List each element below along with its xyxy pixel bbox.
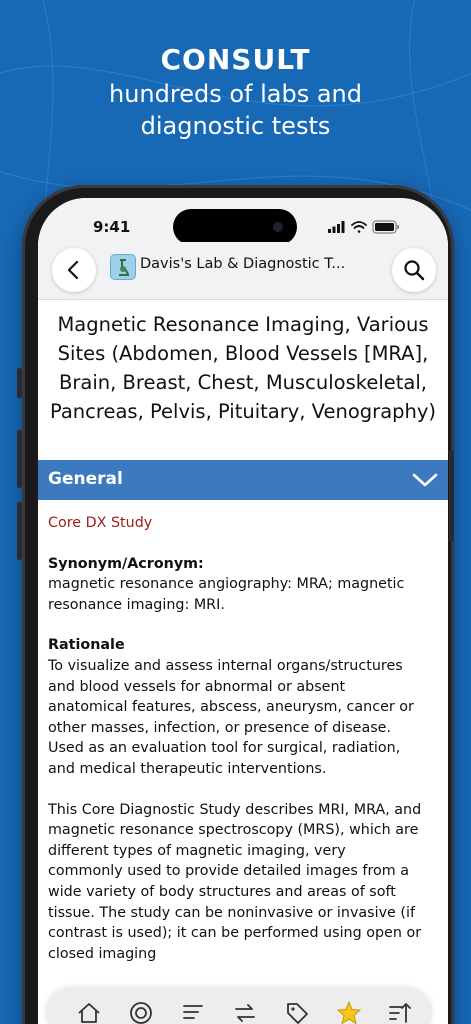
phone-volume-up: [17, 430, 22, 488]
search-button[interactable]: [392, 248, 436, 292]
back-button[interactable]: [52, 248, 96, 292]
promo-title: CONSULT: [160, 43, 311, 76]
phone-side-button: [17, 368, 22, 398]
core-study-paragraph: This Core Diagnostic Study describes MRI, MRA, and magnetic resonance spectroscopy (MRS), which are different types of magnetic imaging, very commonly used to provide detailed images from a wide variety of body structures and areas of soft tissue. The study can be noninvasive or invasive (if contrast is used); it can be performed using open or closed imaging: [48, 801, 422, 962]
document-body: [48, 513, 423, 984]
chevron-left-icon: [63, 259, 85, 281]
promo-subtitle-line-2: diagnostic tests: [140, 112, 331, 140]
core-dx-link[interactable]: Core DX Study: [48, 515, 153, 531]
bottom-toolbar: [46, 988, 432, 1024]
status-icons: [328, 220, 400, 234]
synonym-heading: Synonym/Acronym:: [48, 555, 204, 572]
section-label: General: [48, 469, 123, 489]
promo-subtitle-line-1: hundreds of labs and: [109, 80, 362, 108]
list-icon[interactable]: [180, 1000, 206, 1024]
tag-icon[interactable]: [284, 1000, 310, 1024]
dynamic-island: [173, 209, 297, 245]
app-navbar: [38, 242, 448, 300]
target-icon[interactable]: [128, 1000, 154, 1024]
search-icon: [403, 259, 425, 281]
swap-icon[interactable]: [232, 1000, 258, 1024]
home-icon[interactable]: [76, 1000, 102, 1024]
rationale-heading: Rationale: [48, 637, 125, 654]
app-logo-icon: [110, 254, 136, 280]
battery-icon: [373, 221, 399, 233]
chevron-down-icon: [412, 473, 438, 487]
phone-volume-down: [17, 502, 22, 560]
section-header-general[interactable]: [38, 460, 448, 500]
synonym-text: magnetic resonance angiography: MRA; magnetic resonance imaging: MRI.: [48, 576, 405, 613]
status-time: 9:41: [93, 218, 131, 236]
document-title: Magnetic Resonance Imaging, Various Sites (Abdomen, Blood Vessels [MRA], Brain, Breast, Chest, Musculoskeletal, Pancreas, Pelvis, Pituitary, Venography): [49, 313, 437, 423]
promo-headline: [0, 42, 471, 142]
rationale-text: To visualize and assess internal organs/structures and blood vessels for abnormal or absent anatomical features, abscess, aneurysm, cancer or other masses, infection, or presence of disease. Used as an evaluation tool for surgical, radiation, and medical therapeutic interventions.: [48, 657, 414, 777]
nav-title: Davis's Lab & Diagnostic T...: [140, 256, 346, 272]
phone-screen: [38, 198, 448, 1024]
signal-icon: [328, 221, 345, 233]
star-icon[interactable]: [336, 1000, 362, 1024]
sort-icon[interactable]: [386, 1000, 412, 1024]
phone-power-button: [449, 450, 454, 542]
wifi-icon: [352, 222, 366, 233]
